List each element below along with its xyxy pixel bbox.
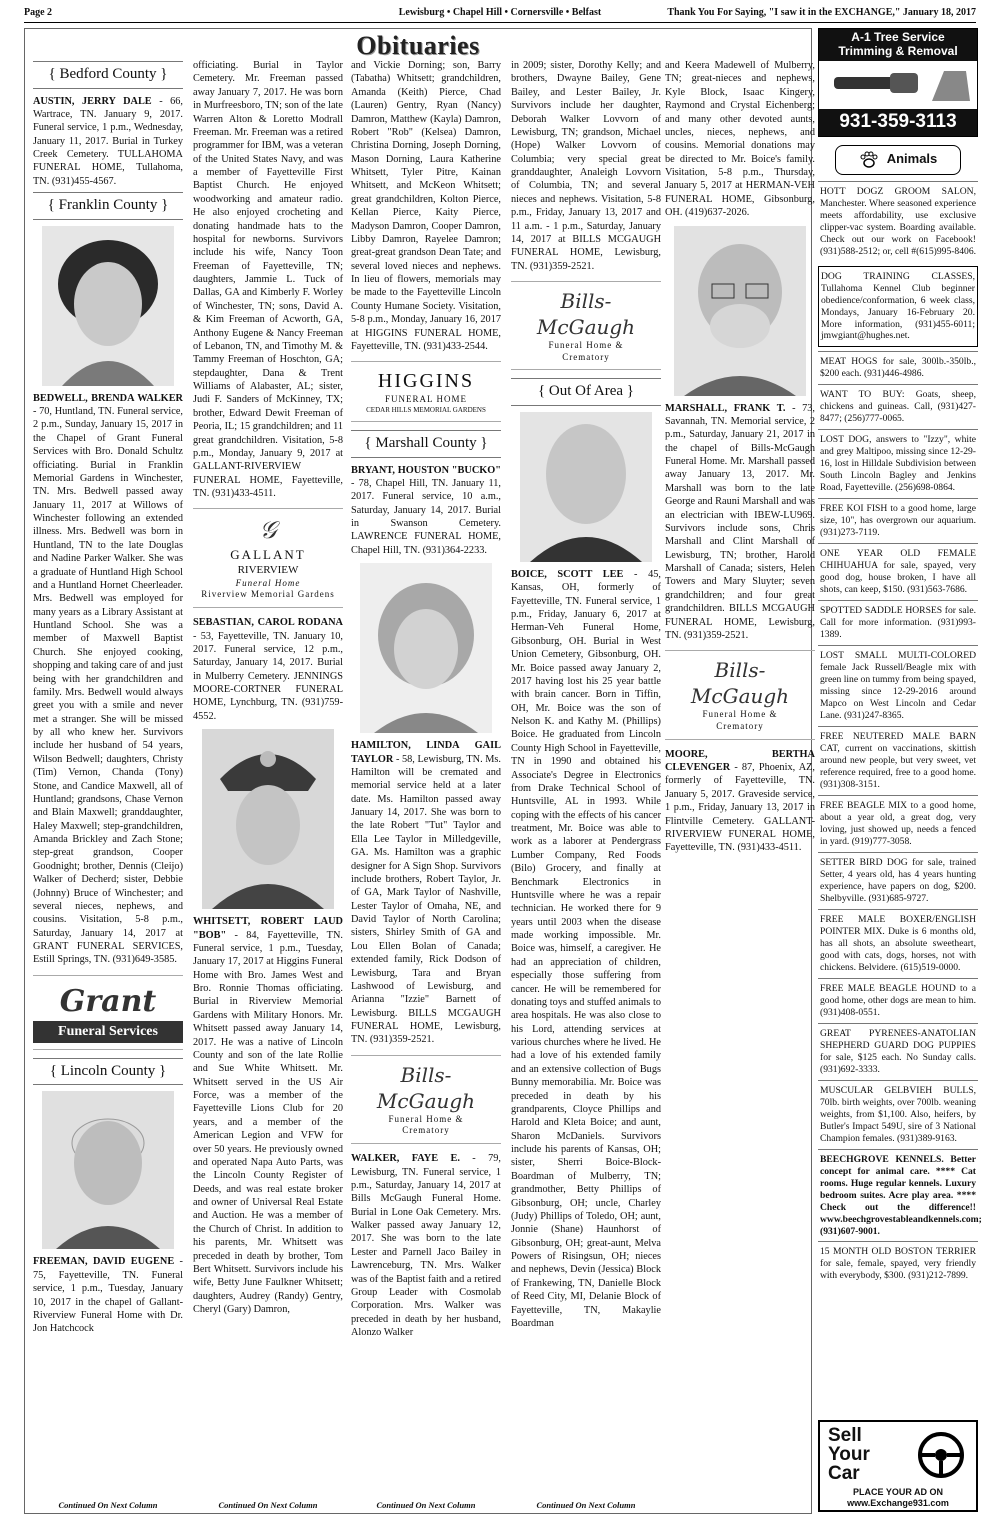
obituary-text: - 70, Huntland, TN. Funeral service, 2 p.m., Sunday, January 15, 2017 in the Chapel of Grant Funeral Services with Bro. Donald Schultz officiating. Burial in Franklin Memorial Gardens in Winchester, TN. Mrs. Bedwell passed away January 11, 2017 at Willows of Winchester following an extended illness. Mrs. Bedwell was born in Huntland, TN to the late Douglas and Nadine Parker Walker. She was a graduate of Huntland High School and a Huntland Hornet Cheerleader. Mrs. Bedwell was employed for many years as a Library Assistant at Huntland School. She was a member of Maxwell Baptist Church. She enjoyed cooking, shopping and taking care of and just being with her grandchildren and family. Mrs. Bedwell would always greet you with a smile and never met a stranger. She will be missed by all who knew her. Survivors include her husband of 54 years, Wilson Bedwell; daughters, Christy (Tim) Vernon, Chanda (Tony) Stone, and Candice Maxwell, all of Huntland; grandsons, Chase Vernon and Blain Maxwell; granddaughter, Haley Maxwell; step-grandchildren, Amanda Brickley and Zach Stone; step-great grandson, Cooper Goodnight; brother, Dennis (Cleijo) Walker of Decherd; sister, Debbie (Johnny) Bruce of Winchester; and several nieces, nephews, and cousins. Visitation, 5-8 p.m., Saturday, January 14, 2017 at GRANT FUNERAL SERVICES, Estill Springs, TN. (931)649-3585.	[33, 406, 183, 966]
header-rule	[24, 22, 976, 23]
header-towns: Lewisburg • Chapel Hill • Cornersville • Belfast	[398, 7, 602, 18]
page-number: Page 2	[24, 7, 53, 18]
ad-headline-line: Sell	[828, 1425, 862, 1446]
classified-ad: BEECHGROVE KENNELS. Better concept for animal care. **** Cat rooms. Huge regular kennels. Luxury bedroom suites. Acre play area. **** Check out the difference!! www.beechgrovestableandkennels.com; (931)607-9001.	[818, 1149, 978, 1242]
bills-mcgaugh-logo	[511, 281, 661, 370]
portrait-photo-whitsett	[202, 729, 334, 909]
classified-ad: HOTT DOGZ GROOM SALON, Manchester. Where seasoned experience meets affordability, use exclusive clipper-vac system. Boarding available. Check out our work on Facebook! (931)588-2512; or, cell #(615)995-8406.	[818, 181, 978, 262]
obituary-text: - 73, Savannah, TN. Memorial service, 2 p.m., Saturday, January 21, 2017 in the chapel of Bills-McGaugh Funeral Home. Mr. Marshall passed away January 13, 2017. Mr. Marshall was born to the late George and Rauni Marshall and was an electrician with IBEW-LU969. Survivors include sons, Chris Marshall and Clint Marshall of Lewisburg, TN; brother, Harold Marshall of Canada; sisters, Helen Towers and Mary Sluyter; seven grandchildren; and four great grandchildren. BILLS MCGAUGH FUNERAL HOME, Lewisburg, TN. (931)359-2521.	[665, 402, 815, 641]
obituary-text: - 58, Lewisburg, TN. Ms. Hamilton will be cremated and memorial service held at a later date. Ms. Hamilton passed away January 14, 2017. She was born to the late Robert "Tut" Taylor and Ella Lee Taylor in Milledgeville, GA. Ms. Hamilton was a graphic designer for A Sign Shop. Survivors include brothers, Robert Taylor, Jr. of GA, Mark Taylor of Nashville, Lester Taylor of Omaha, NE, and David Taylor of North Carolina; sisters, Shirley Smith of GA and Lou Ellen Bolan of Canada; extended family, Rick Dodson of Lewisburg, Tara and Bryan Lashwood of Lewisburg, and Arianna "Izzie" Barnett of Lewisburg. BILLS MCGAUGH FUNERAL HOME, Lewisburg, TN. (931)359-2521.	[351, 753, 501, 1046]
classifieds-sidebar	[818, 28, 982, 1512]
logo-subtext: Funeral Home &	[548, 340, 624, 350]
logo-text: Bills-	[714, 658, 766, 683]
logo-subtext: Funeral Home	[235, 577, 301, 588]
classified-ad: 15 MONTH OLD BOSTON TERRIER for sale, female, spayed, very friendly with everybody, $300. (931)212-7899.	[818, 1241, 978, 1286]
steering-wheel-icon	[916, 1430, 966, 1480]
column-2	[193, 59, 343, 1505]
county-heading-franklin: { Franklin County }	[33, 192, 183, 220]
ad-headline	[819, 29, 977, 61]
obituary-text: - 66, Wartrace, TN. January 9, 2017. Funeral service, 1 p.m., Wednesday, January 11, 2017. Burial in Turkey Creek Cemetery. TULLAHOMA FUNERAL HOME, Tullahoma, TN. (931)455-4567.	[33, 95, 183, 187]
obituary-boice	[511, 568, 661, 1330]
page-header	[24, 6, 976, 20]
classified-ad: SPOTTED SADDLE HORSES for sale. Call for more information. (931)993-1389.	[818, 600, 978, 645]
logo-text: HIGGINS	[377, 370, 475, 393]
classified-ad: FREE MALE BEAGLE HOUND to a good home, other dogs are mean to him. (931)408-0551.	[818, 978, 978, 1023]
logo-subtext: Funeral Services	[33, 1021, 183, 1043]
obituary-text: - 87, Phoenix, AZ, formerly of Fayetteville, TN. January 5, 2017. Graveside service, 1 p.m., Friday, January 13, 2017 in Flintville Cemetery. GALLANT-RIVERVIEW FUNERAL HOME, Fayetteville, TN. (931)433-4511.	[665, 762, 815, 854]
header-tagline: Thank You For Saying, "I saw it in the EXCHANGE," January 18, 2017	[667, 7, 976, 18]
obituary-name: FREEMAN, DAVID EUGENE	[33, 1256, 175, 1268]
obituary-bryant	[351, 464, 501, 558]
logo-text: Grant	[59, 983, 157, 1019]
obituary-austin	[33, 95, 183, 189]
obituary-name: BEDWELL, BRENDA WALKER	[33, 392, 183, 404]
ad-headline-line: Trimming & Removal	[838, 43, 958, 58]
obituaries-section	[24, 28, 815, 1514]
obituary-freeman	[33, 1255, 183, 1335]
obituary-name: MARSHALL, FRANK T.	[665, 402, 786, 414]
logo-subtext: Crematory	[402, 1125, 450, 1136]
obituary-boice-continued: and Keera Madewell of Mulberry, TN; great-nieces and nephews, Kyle Block, Isaac Kingery, Raymond and Crystal Eichenberg; and many other devoted aunts, uncles, nieces, nephews, and cousins. Memorial donations may be directed to Mr. Boice's family. Visitation, 5-8 p.m., Thursday, January 5, 2017 at HERMAN-VEH FUNERAL HOME, Gibsonburg, OH. (419)637-2026.	[665, 60, 815, 219]
classified-ad: FREE BEAGLE MIX to a good home, about a year old, a great dog, very loving, just showed up, needs a fenced in yard. (919)777-3058.	[818, 795, 978, 852]
obituary-text: - 75, Fayetteville, TN. Funeral service, 1 p.m., Tuesday, January 10, 2017 in the chapel of Gallant-Riverview Funeral Home with Dr. Jon Hatchcock	[33, 1256, 183, 1335]
ad-headline-line: Car	[828, 1463, 860, 1484]
ad-headline-line: Your	[828, 1444, 870, 1465]
logo-text: Bills-	[400, 1062, 452, 1087]
logo-subtext: Crematory	[562, 351, 610, 362]
obituary-freeman-continued: officiating. Burial in Taylor Cemetery. Mr. Freeman passed away January 7, 2017. He was born in Murfreesboro, TN; son of the late Warren Alton & Loretto Modrall Freeman. Mr. Freeman was a retired programmer for IBM, was a veteran of the United States Navy, and was a member of Fayetteville First Baptist Church. He enjoyed woodworking and amateur radio. He also enjoyed crocheting and donating handmade hats to the hospital for newborns. Survivors include his wife, Nancy Toon Freeman of Fayetteville, TN; daughters, Jammie L. Tuck of Dallas, GA and Kimberly F. Worley of Winchester, TN; sons, David A. & Kim Freeman of Acworth, GA, Anthony Eugene & Nancy Freeman of Lebanon, TN, and Timothy M. & Tammy Freeman of Hoschton, GA; stepdaughter, Dana & Trent Williams of Alabaster, AL; sister, Judi F. Sanders of McKinney, TX; brother, Edward Dewit Freeman of Peoria, IL; 15 grandchildren; and 11 great grandchildren. Visitation, 5-8 p.m., Monday, January 9, 2017 at GALLANT-RIVERVIEW FUNERAL HOME, Fayetteville, TN. (931)433-4511.	[193, 60, 343, 499]
portrait-photo-hamilton	[360, 563, 492, 733]
ad-website-link[interactable]: www.Exchange931.com	[847, 1497, 949, 1508]
obituary-text: - 78, Chapel Hill, TN. January 11, 2017. Funeral service, 10 a.m., Saturday, January 14, 2017. Burial in Swanson Cemetery. LAWRENCE FUNERAL HOME, Chapel Hill, TN. (931)364-2233.	[351, 477, 501, 556]
obituary-walker	[351, 1152, 501, 1339]
section-title: Obituaries	[356, 31, 480, 60]
obituary-whitsett	[193, 915, 343, 1316]
logo-subtext: FUNERAL HOME	[385, 394, 467, 405]
obituary-walker-continued: in 2009; sister, Dorothy Kelly; and brothers, Dwayne Bailey, Gene Bailey, and Lester Bailey, Jr. Survivors include her daughter, Deborah Walker Lovvorn of Lewisburg, TN; grandson, Michael (Hope) Walker Lovvorn of Columbia; very special great granddaughter, Analeigh Lovvorn of Columbia, TN; and several nieces and nephews. Visitation, 5-8 p.m., Friday, January 13, 2017 and 11 a.m. - 1 p.m., Saturday, January 14, 2017 at BILLS MCGAUGH FUNERAL HOME, Lewisburg, TN. (931)359-2521.	[511, 60, 661, 272]
logo-text: McGaugh	[376, 1088, 476, 1113]
obituary-moore	[665, 748, 815, 855]
obituary-name: BRYANT, HOUSTON "BUCKO"	[351, 464, 501, 476]
classified-ad: MUSCULAR GELBVIEH BULLS, 70lb. birth weights, over 700lb. weaning weights, from $1,100. Also, heifers, by Butler's Impact 549U, sire of 3 National Champion females. (931)389-9163.	[818, 1080, 978, 1149]
column-4	[511, 59, 661, 1505]
obituary-text: - 45, Kansas, OH, formerly of Fayetteville, TN. Funeral service, 1 p.m., Friday, January 6, 2017 at Herman-Veh Funeral Home, Gibsonburg, OH. Burial in West Union Cemetery, Gibsonburg, OH. Mr. Boice passed away January 2, 2017 having lost his 25 year battle with brain cancer. Born in Tiffin, OH, Mr. Boice was the son of Nelson K. and Kathy M. (Phillips) Boice. He graduated from Lincoln County High School in Fayetteville, TN in 1990 and obtained his Associate's Degree in Electronics from Drake Technical School of Huntsville, AL in 1993. While coping with the effects of his cancer treatment, Mr. Boice was able to work as a laborer at Pendergrass Lumber Company, Red Foods (Bilo) Grocery, and finally at Benchmark Electronics in Huntsville where he was a repair technician. He worked there for 9 years until 2003 when the disease made working impossible. Mr. Boice was, himself, a caregiver. He had an appreciation of children, especially those suffering from cancer. He will be remembered for donating toys and stuffed animals to area hospitals. He was also close to his Lord, attending services at various churches where he lived. He had a love of his extended family and an extensive collection of Bugs Bunny memorabilia. Mr. Boice was preceded in death by his grandparents, Cloyce Phillips and Harold and Kleta Boice; and aunt, Sharon McDaniels. Survivors include his parents of Kansas, OH; sister, Sherri Boice-Block-Boardman of Mulberry, TN; grandmother, Betty Phillips of Gibsonburg, OH; uncle, Charley (Judy) Phillips of Toledo, OH; aunt, Jonnie (Shane) Haunhorst of Gibsonburg, OH; great-aunt, Melva Powers of Risingsun, OH; nieces and nephews, Devin (Jessica) Block of Frankewing, TN, Danielle Block of Reed City, MI, Delanie Block of Fayetteville, TN, Makaylie Boardman	[511, 568, 661, 1329]
portrait-photo-boice	[520, 412, 652, 562]
continued-note: Continued On Next Column	[376, 1499, 476, 1510]
grant-funeral-logo	[33, 975, 183, 1050]
obituary-text: - 79, Lewisburg, TN. Funeral service, 1 p.m., Saturday, January 14, 2017 at Bills McGaugh Funeral Home. Burial in Lone Oak Cemetery. Mrs. Walker passed away January 12, 2017. She was born to the late Lester and Parnell Jaco Bailey in Lawrenceburg, TN. Mrs. Walker was of the Baptist faith and a retired Group Leader with Cosmolab Corporation. Mrs. Walker was preceded in death by her husband, Alonzo Walker	[351, 1153, 501, 1339]
logo-monogram-icon: 𝒢	[259, 516, 277, 545]
obituary-name: BOICE, SCOTT LEE	[511, 568, 624, 580]
classified-ad: FREE NEUTERED MALE BARN CAT, current on vaccinations, skittish around new people, but very sweet, vet reference required, free to a good home. (931)308-3151.	[818, 726, 978, 795]
ad-phone: 931-359-3113	[819, 109, 977, 136]
logo-subtext: RIVERVIEW	[237, 564, 299, 577]
obituary-marshall	[665, 402, 815, 643]
obituary-hamilton	[351, 739, 501, 1047]
classified-ad: ONE YEAR OLD FEMALE CHIHUAHUA for sale, spayed, very good dog, house broken, I have all shots, can keep, $150. (931)563-7686.	[818, 543, 978, 600]
county-heading-out-of-area: { Out Of Area }	[511, 378, 661, 406]
classified-ad: LOST DOG, answers to "Izzy", white and grey Maltipoo, missing since 12-29-16, lost in Hilldale Subdivision between South Lincoln Bagley and Jenkins Road, Fayetteville. (256)698-0864.	[818, 429, 978, 498]
obituary-bedwell	[33, 392, 183, 967]
logo-subtext: CEDAR HILLS MEMORIAL GARDENS	[366, 405, 486, 414]
obituary-name: WALKER, FAYE E.	[351, 1153, 460, 1165]
obituary-whitsett-continued: and Vickie Dorning; son, Barry (Tabatha) Whitsett; grandchildren, Amanda (Keith) Pierce, Chad (Lauren) Gentry, Ryan (Nancy) Damron, Matthew (Kayla) Damron, Robert "Rob" (Kelsea) Damron, Christina Dorning, Joseph Dorning, Mason Dorning, Laura Katherine Whitsett, Tyler Pitre, Kainan Whitsett, and McKeon Whitsett; great grandchildren, Kolton Pierce, Kellan Pierce, Kaity Pierce, Madyson Damron, Cooper Damron, Libby Damron, Rayelee Damron; great-great grandson Dean Tate; and several loved nieces and nephews. In lieu of flowers, memorials may be made to the Fayetteville Lincoln County Humane Society. Visitation, 5-8 p.m., Monday, January 16, 2017 at HIGGINS FUNERAL HOME, Fayetteville, TN. (931)433-2544.	[351, 60, 501, 352]
county-heading-marshall: { Marshall County }	[351, 430, 501, 458]
column-5	[665, 59, 815, 1505]
continued-note: Continued On Next Column	[58, 1499, 158, 1510]
classified-ad: WANT TO BUY: Goats, sheep, chickens and guineas. Call, (931)427-8477; (256)777-0065.	[818, 384, 978, 429]
bills-mcgaugh-logo	[665, 650, 815, 739]
classified-ad: LOST SMALL MULTI-COLORED female Jack Russell/Beagle mix with green line on tummy from being spayed, missing since 12-29-2016 around Mapco on West Lincoln and Cedar Lane. (931)247-8365.	[818, 645, 978, 726]
logo-subtext: Crematory	[716, 720, 764, 731]
county-heading-lincoln: { Lincoln County }	[33, 1058, 183, 1086]
classified-ad: FREE MALE BOXER/ENGLISH POINTER MIX. Duke is 6 months old, has all shots, an absolute sweetheart, good with cats, dogs, horses, not with chickens. Belvidere. (615)519-0000.	[818, 909, 978, 978]
sell-your-car-ad	[818, 1420, 978, 1512]
bills-mcgaugh-logo	[351, 1055, 501, 1144]
chainsaw-icon	[820, 61, 976, 105]
obituary-text: - 53, Fayetteville, TN. January 10, 2017. Funeral service, 12 p.m., Saturday, January 14, 2017. Burial in Mulberry Cemetery. JENNINGS MOORE-CORTNER FUNERAL HOME, Lynchburg, TN. (931)759-4552.	[193, 630, 343, 722]
logo-text: GALLANT	[230, 546, 306, 562]
logo-subtext: Funeral Home &	[702, 709, 778, 720]
obituary-name: MOORE, BERTHA CLEVENGER	[665, 748, 815, 773]
classified-ad: GREAT PYRENEES-ANATOLIAN SHEPHERD GUARD DOG PUPPIES for sale, $125 each. No Sunday calls. (931)692-3333.	[818, 1023, 978, 1080]
higgins-logo	[351, 361, 501, 422]
obituary-name: WHITSETT, ROBERT LAUD "BOB"	[193, 916, 343, 941]
obituary-name: SEBASTIAN, CAROL RODANA	[193, 617, 343, 629]
classified-ad: DOG TRAINING CLASSES, Tullahoma Kennel Club beginner obedience/conformation, 6 week class, Mondays, January 16-February 20. More information, (931)455-6011; jmwgiant@hughes.net.	[818, 266, 978, 348]
gallant-riverview-logo	[193, 508, 343, 608]
logo-text: McGaugh	[690, 684, 790, 709]
classified-ad: SETTER BIRD DOG for sale, trained Setter, 4 years old, has 4 years hunting experience, have papers on dog, $200. Shelbyville. (931)685-9727.	[818, 852, 978, 909]
county-heading-bedford: { Bedford County }	[33, 61, 183, 89]
ad-footer-line: PLACE YOUR AD ON	[852, 1487, 943, 1498]
animals-category-header	[835, 145, 961, 175]
obituary-text: - 84, Fayetteville, TN. Funeral service, 1 p.m., Tuesday, January 17, 2017 at Higgins Funeral Home with Bro. James West and Bro. Ronnie Thomas officiating. Burial in Riverview Memorial Gardens with Military Honors. Mr. Whitsett passed away January 14, 2017. He was a native of Lincoln County and son of the late Rollie and Sue White Whitsett. Mr. Whitsett served in the US Air Force, was a member of the Fayetteville Lions Club for 20 years, and a member of the American Legion and VFW for over 50 years. He previously owned and operated Napa Auto Parts, was the Lincoln County Register of Deeds, and was real estate broker and owner of Universal Real Estate and Auction. He was a member of the Church of Christ. In addition to his parents, Mr. Whitsett was preceded in death by brother, Tom Bert Whitsett. Survivors include his wife, Betty June Faulkner Whitsett; daughters, Audrey (Randy) Gentry, Cheryl (Gary) Damron,	[193, 929, 343, 1315]
category-label: Animals	[886, 151, 938, 167]
column-3	[351, 59, 501, 1505]
continued-note: Continued On Next Column	[218, 1499, 318, 1510]
paw-icon	[859, 151, 879, 169]
portrait-photo-marshall	[674, 226, 806, 396]
classified-ad: MEAT HOGS for sale, 300lb.-350lb., $200 each. (931)446-4986.	[818, 351, 978, 384]
obituary-sebastian	[193, 616, 343, 723]
ad-headline	[828, 1426, 870, 1483]
ad-footer	[820, 1487, 976, 1508]
tree-service-ad	[818, 28, 978, 137]
logo-subtext: Funeral Home &	[388, 1113, 464, 1124]
classified-ad: FREE KOI FISH to a good home, large size, 10", has overgrown our aquarium. (931)273-7119.	[818, 498, 978, 543]
ad-headline-line: A-1 Tree Service	[851, 30, 945, 44]
logo-subtext: Riverview Memorial Gardens	[201, 589, 335, 600]
obituary-name: HAMILTON, LINDA GAIL TAYLOR	[351, 740, 501, 765]
obituary-name: AUSTIN, JERRY DALE	[33, 95, 152, 107]
continued-note: Continued On Next Column	[536, 1499, 636, 1510]
logo-text: Bills-	[560, 289, 612, 313]
portrait-photo-bedwell	[42, 226, 174, 386]
portrait-photo-freeman	[42, 1091, 174, 1249]
logo-text: McGaugh	[536, 315, 636, 339]
column-1	[33, 59, 183, 1505]
